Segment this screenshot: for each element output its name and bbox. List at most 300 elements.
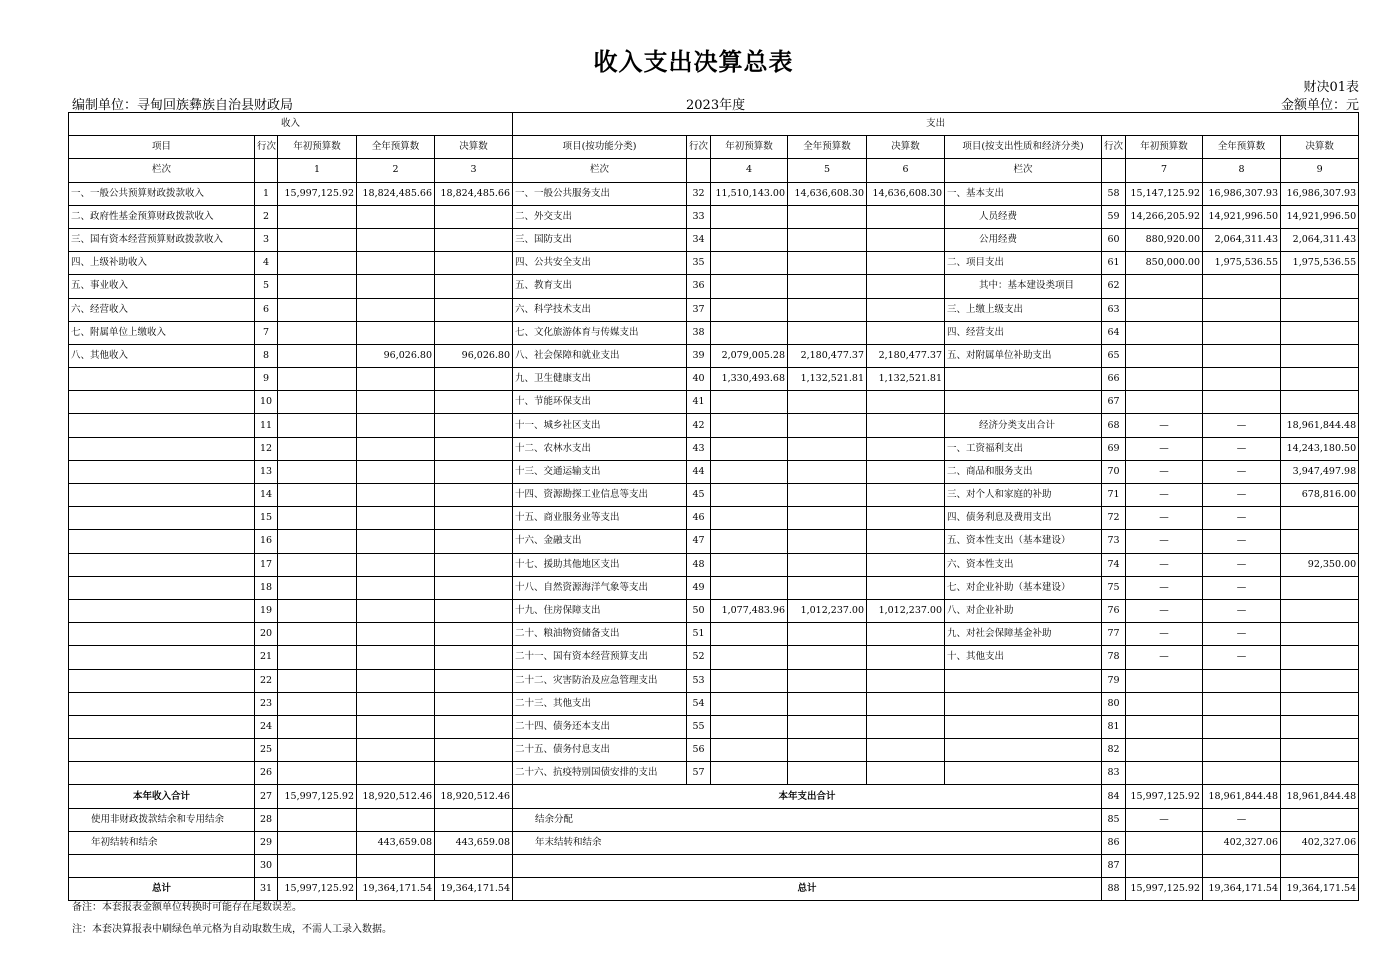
func-begin-budget (711, 228, 788, 251)
econ-full-budget (1203, 762, 1281, 785)
func-expense-line: 40 (687, 368, 711, 391)
col-number: 3 (435, 159, 513, 182)
func-expense-item: 十一、城乡社区支出 (513, 414, 687, 437)
income-begin-budget (278, 391, 357, 414)
income-begin-budget (278, 298, 357, 321)
func-full-budget (788, 553, 867, 576)
econ-begin-budget (1126, 762, 1203, 785)
econ-final (1281, 739, 1359, 762)
func-full-budget (788, 460, 867, 483)
income-full-budget (357, 530, 435, 553)
econ-final: 16,986,307.93 (1281, 182, 1359, 205)
econ-full-budget (1203, 368, 1281, 391)
econ-begin-budget: — (1126, 414, 1203, 437)
income-final (435, 507, 513, 530)
table-row (69, 437, 1359, 460)
table-row (69, 275, 1359, 298)
func-final: 2,180,477.37 (867, 344, 945, 367)
summary-expense-final: 18,961,844.48 (1281, 785, 1359, 808)
econ-expense-item: 十、其他支出 (945, 646, 1102, 669)
income-item: 四、上级补助收入 (69, 252, 255, 275)
econ-final (1281, 344, 1359, 367)
func-begin-budget (711, 739, 788, 762)
summary-income-line: 29 (255, 831, 278, 854)
empty-cell (255, 159, 278, 182)
income-final (435, 484, 513, 507)
income-final (435, 437, 513, 460)
summary-expense-final (1281, 855, 1359, 878)
econ-final: 92,350.00 (1281, 553, 1359, 576)
income-item: 三、国有资本经营预算财政拨款收入 (69, 228, 255, 251)
table-row (69, 669, 1359, 692)
func-full-budget (788, 762, 867, 785)
func-expense-line: 55 (687, 715, 711, 738)
income-full-budget (357, 437, 435, 460)
table-row (69, 252, 1359, 275)
econ-expense-item: 二、商品和服务支出 (945, 460, 1102, 483)
income-final (435, 368, 513, 391)
amount-unit: 金额单位：元 (1280, 98, 1359, 113)
func-begin-budget (711, 576, 788, 599)
func-final (867, 646, 945, 669)
income-begin-budget (278, 344, 357, 367)
econ-final (1281, 298, 1359, 321)
summary-expense-item: 年末结转和结余 (513, 831, 1102, 854)
income-full-budget (357, 368, 435, 391)
table-row (69, 414, 1359, 437)
econ-full-budget: — (1203, 599, 1281, 622)
col-number: 4 (711, 159, 788, 182)
func-expense-item: 十二、农林水支出 (513, 437, 687, 460)
econ-expense-line: 60 (1102, 228, 1126, 251)
income-full-budget (357, 252, 435, 275)
func-expense-item: 十、节能环保支出 (513, 391, 687, 414)
func-expense-line: 48 (687, 553, 711, 576)
econ-expense-line: 64 (1102, 321, 1126, 344)
income-line: 20 (255, 623, 278, 646)
econ-expense-item: 四、债务利息及费用支出 (945, 507, 1102, 530)
col-header-item: 项目 (69, 136, 255, 159)
func-expense-line: 37 (687, 298, 711, 321)
income-final (435, 530, 513, 553)
income-full-budget (357, 414, 435, 437)
header-row-column-numbers (69, 159, 1359, 182)
func-expense-item: 二十六、抗疫特别国债安排的支出 (513, 762, 687, 785)
econ-begin-budget: — (1126, 646, 1203, 669)
func-expense-line: 49 (687, 576, 711, 599)
econ-full-budget (1203, 669, 1281, 692)
summary-income-full-budget: 18,920,512.46 (357, 785, 435, 808)
econ-expense-item: 其中：基本建设类项目 (945, 275, 1102, 298)
econ-begin-budget: — (1126, 484, 1203, 507)
income-begin-budget (278, 484, 357, 507)
econ-expense-item (945, 715, 1102, 738)
econ-expense-line: 62 (1102, 275, 1126, 298)
table-row (69, 321, 1359, 344)
func-expense-line: 43 (687, 437, 711, 460)
econ-final (1281, 762, 1359, 785)
income-begin-budget (278, 715, 357, 738)
summary-expense-full-budget: 402,327.06 (1203, 831, 1281, 854)
func-final (867, 692, 945, 715)
income-begin-budget (278, 507, 357, 530)
func-final (867, 437, 945, 460)
col-header-final: 决算数 (435, 136, 513, 159)
summary-income-begin-budget (278, 831, 357, 854)
col-number: 5 (788, 159, 867, 182)
func-full-budget (788, 692, 867, 715)
func-final (867, 228, 945, 251)
func-final (867, 414, 945, 437)
func-expense-line: 33 (687, 205, 711, 228)
econ-final (1281, 599, 1359, 622)
col-number: 1 (278, 159, 357, 182)
income-line: 4 (255, 252, 278, 275)
econ-expense-item: 人员经费 (945, 205, 1102, 228)
income-final (435, 252, 513, 275)
func-expense-item: 一、一般公共服务支出 (513, 182, 687, 205)
summary-income-final: 19,364,171.54 (435, 878, 513, 901)
summary-income-item: 年初结转和结余 (69, 831, 255, 854)
income-item (69, 762, 255, 785)
income-line: 26 (255, 762, 278, 785)
income-begin-budget (278, 321, 357, 344)
income-line: 1 (255, 182, 278, 205)
econ-begin-budget (1126, 298, 1203, 321)
econ-expense-item (945, 368, 1102, 391)
income-line: 3 (255, 228, 278, 251)
summary-expense-item: 结余分配 (513, 808, 1102, 831)
income-final (435, 692, 513, 715)
econ-expense-item: 八、对企业补助 (945, 599, 1102, 622)
func-expense-line: 51 (687, 623, 711, 646)
income-final (435, 414, 513, 437)
econ-full-budget: — (1203, 460, 1281, 483)
col-header-item-func: 项目(按功能分类) (513, 136, 687, 159)
income-begin-budget (278, 368, 357, 391)
summary-income-begin-budget: 15,997,125.92 (278, 785, 357, 808)
income-final (435, 623, 513, 646)
summary-expense-final: 402,327.06 (1281, 831, 1359, 854)
econ-begin-budget: — (1126, 507, 1203, 530)
econ-final (1281, 715, 1359, 738)
econ-begin-budget: — (1126, 576, 1203, 599)
func-begin-budget (711, 530, 788, 553)
summary-income-begin-budget (278, 855, 357, 878)
income-line: 25 (255, 739, 278, 762)
econ-begin-budget: — (1126, 599, 1203, 622)
income-final (435, 391, 513, 414)
summary-expense-begin-budget: 15,997,125.92 (1126, 878, 1203, 901)
econ-begin-budget: — (1126, 553, 1203, 576)
econ-final (1281, 321, 1359, 344)
income-begin-budget (278, 599, 357, 622)
income-final (435, 599, 513, 622)
func-begin-budget (711, 762, 788, 785)
income-line: 11 (255, 414, 278, 437)
col-number: 6 (867, 159, 945, 182)
summary-income-item (69, 855, 255, 878)
func-final (867, 739, 945, 762)
income-final (435, 739, 513, 762)
func-full-budget: 1,012,237.00 (788, 599, 867, 622)
econ-full-budget (1203, 344, 1281, 367)
econ-expense-line: 61 (1102, 252, 1126, 275)
footnote-rounding: 备注：本套报表金额单位转换时可能存在尾数误差。 (72, 902, 302, 913)
income-item (69, 437, 255, 460)
econ-begin-budget (1126, 692, 1203, 715)
income-item (69, 553, 255, 576)
income-full-budget (357, 692, 435, 715)
col-header-item-econ: 项目(按支出性质和经济分类) (945, 136, 1102, 159)
fiscal-year: 2023年度 (686, 98, 746, 113)
func-expense-line: 34 (687, 228, 711, 251)
summary-expense-full-budget (1203, 855, 1281, 878)
func-begin-budget (711, 484, 788, 507)
income-full-budget (357, 646, 435, 669)
income-final: 96,026.80 (435, 344, 513, 367)
col-header-final: 决算数 (867, 136, 945, 159)
income-begin-budget (278, 275, 357, 298)
income-item (69, 623, 255, 646)
summary-expense-line: 85 (1102, 808, 1126, 831)
econ-expense-item (945, 739, 1102, 762)
func-final (867, 576, 945, 599)
econ-full-budget (1203, 298, 1281, 321)
table-row (69, 646, 1359, 669)
func-final: 14,636,608.30 (867, 182, 945, 205)
econ-expense-item: 三、对个人和家庭的补助 (945, 484, 1102, 507)
econ-begin-budget (1126, 739, 1203, 762)
income-begin-budget (278, 437, 357, 460)
econ-final (1281, 275, 1359, 298)
func-begin-budget (711, 437, 788, 460)
page-title: 收入支出决算总表 (593, 48, 794, 76)
econ-full-budget: — (1203, 553, 1281, 576)
income-line: 2 (255, 205, 278, 228)
econ-final: 14,243,180.50 (1281, 437, 1359, 460)
summary-income-line: 27 (255, 785, 278, 808)
income-full-budget (357, 507, 435, 530)
summary-income-final: 443,659.08 (435, 831, 513, 854)
func-begin-budget (711, 205, 788, 228)
econ-expense-item (945, 762, 1102, 785)
income-item: 二、政府性基金预算财政拨款收入 (69, 205, 255, 228)
econ-final: 14,921,996.50 (1281, 205, 1359, 228)
summary-expense-line: 86 (1102, 831, 1126, 854)
col-number: 9 (1281, 159, 1359, 182)
func-begin-budget: 11,510,143.00 (711, 182, 788, 205)
econ-begin-budget (1126, 321, 1203, 344)
income-line: 16 (255, 530, 278, 553)
econ-full-budget: — (1203, 484, 1281, 507)
econ-begin-budget (1126, 715, 1203, 738)
func-expense-item: 二十四、债务还本支出 (513, 715, 687, 738)
col-header-begin-budget: 年初预算数 (278, 136, 357, 159)
income-full-budget (357, 460, 435, 483)
func-full-budget (788, 739, 867, 762)
econ-begin-budget (1126, 275, 1203, 298)
income-item (69, 391, 255, 414)
func-expense-item: 九、卫生健康支出 (513, 368, 687, 391)
income-full-budget (357, 298, 435, 321)
econ-full-budget: — (1203, 623, 1281, 646)
econ-expense-item (945, 692, 1102, 715)
income-item (69, 507, 255, 530)
func-expense-line: 38 (687, 321, 711, 344)
income-final (435, 298, 513, 321)
income-section-header: 收入 (69, 113, 513, 136)
func-final (867, 252, 945, 275)
col-header-line: 行次 (1102, 136, 1126, 159)
func-full-budget (788, 275, 867, 298)
func-expense-line: 54 (687, 692, 711, 715)
income-item: 八、其他收入 (69, 344, 255, 367)
summary-income-full-budget (357, 855, 435, 878)
func-full-budget (788, 205, 867, 228)
income-full-budget (357, 553, 435, 576)
income-item (69, 739, 255, 762)
table-row (69, 368, 1359, 391)
func-final (867, 530, 945, 553)
income-begin-budget (278, 692, 357, 715)
income-begin-budget (278, 762, 357, 785)
econ-full-budget (1203, 275, 1281, 298)
econ-expense-line: 79 (1102, 669, 1126, 692)
econ-final: 1,975,536.55 (1281, 252, 1359, 275)
func-expense-item: 二、外交支出 (513, 205, 687, 228)
income-full-budget: 96,026.80 (357, 344, 435, 367)
summary-expense-begin-budget: 15,997,125.92 (1126, 785, 1203, 808)
income-item: 一、一般公共预算财政拨款收入 (69, 182, 255, 205)
table-row (69, 762, 1359, 785)
func-expense-item: 十四、资源勘探工业信息等支出 (513, 484, 687, 507)
summary-expense-begin-budget (1126, 831, 1203, 854)
summary-expense-item: 本年支出合计 (513, 785, 1102, 808)
income-final (435, 669, 513, 692)
income-full-budget (357, 228, 435, 251)
income-line: 23 (255, 692, 278, 715)
income-full-budget (357, 484, 435, 507)
func-full-budget (788, 391, 867, 414)
table-row (69, 484, 1359, 507)
income-item (69, 646, 255, 669)
header-row-sections (69, 113, 1359, 136)
econ-full-budget: — (1203, 414, 1281, 437)
econ-expense-line: 70 (1102, 460, 1126, 483)
func-expense-item: 七、文化旅游体育与传媒支出 (513, 321, 687, 344)
summary-expense-item (513, 855, 1102, 878)
econ-expense-line: 77 (1102, 623, 1126, 646)
func-full-budget (788, 623, 867, 646)
col-number: 2 (357, 159, 435, 182)
income-begin-budget (278, 646, 357, 669)
table-row (69, 553, 1359, 576)
func-final (867, 507, 945, 530)
econ-begin-budget (1126, 344, 1203, 367)
income-line: 7 (255, 321, 278, 344)
table-row (69, 298, 1359, 321)
func-full-budget (788, 484, 867, 507)
func-expense-line: 57 (687, 762, 711, 785)
econ-final (1281, 669, 1359, 692)
summary-expense-full-budget: 18,961,844.48 (1203, 785, 1281, 808)
summary-income-final: 18,920,512.46 (435, 785, 513, 808)
econ-expense-item: 一、工资福利支出 (945, 437, 1102, 460)
func-begin-budget: 1,330,493.68 (711, 368, 788, 391)
func-begin-budget (711, 321, 788, 344)
func-expense-item: 二十、粮油物资储备支出 (513, 623, 687, 646)
summary-income-line: 31 (255, 878, 278, 901)
col-header-line: 行次 (255, 136, 278, 159)
func-begin-budget (711, 275, 788, 298)
income-full-budget (357, 623, 435, 646)
summary-income-item: 总计 (69, 878, 255, 901)
func-full-budget (788, 298, 867, 321)
func-final (867, 484, 945, 507)
summary-expense-full-budget: 19,364,171.54 (1203, 878, 1281, 901)
income-full-budget (357, 715, 435, 738)
summary-expense-begin-budget: — (1126, 808, 1203, 831)
func-expense-item: 二十二、灾害防治及应急管理支出 (513, 669, 687, 692)
econ-expense-item: 一、基本支出 (945, 182, 1102, 205)
expense-section-header: 支出 (513, 113, 1359, 136)
func-full-budget: 14,636,608.30 (788, 182, 867, 205)
column-label: 栏次 (69, 159, 255, 182)
func-expense-line: 45 (687, 484, 711, 507)
func-expense-line: 50 (687, 599, 711, 622)
func-full-budget (788, 530, 867, 553)
func-begin-budget (711, 692, 788, 715)
income-line: 24 (255, 715, 278, 738)
summary-income-line: 28 (255, 808, 278, 831)
func-begin-budget (711, 715, 788, 738)
income-full-budget (357, 669, 435, 692)
summary-income-line: 30 (255, 855, 278, 878)
income-begin-budget (278, 414, 357, 437)
func-final (867, 715, 945, 738)
econ-expense-item: 七、对企业补助（基本建设） (945, 576, 1102, 599)
footnote-auto-fill: 注：本套决算报表中刷绿色单元格为自动取数生成，不需人工录入数据。 (72, 924, 392, 935)
econ-expense-item (945, 391, 1102, 414)
func-begin-budget (711, 298, 788, 321)
income-item (69, 368, 255, 391)
income-final (435, 646, 513, 669)
summary-expense-item: 总计 (513, 878, 1102, 901)
income-begin-budget: 15,997,125.92 (278, 182, 357, 205)
income-item: 六、经营收入 (69, 298, 255, 321)
func-final: 1,012,237.00 (867, 599, 945, 622)
econ-expense-line: 66 (1102, 368, 1126, 391)
summary-expense-final (1281, 808, 1359, 831)
income-item (69, 692, 255, 715)
econ-begin-budget: 850,000.00 (1126, 252, 1203, 275)
income-final: 18,824,485.66 (435, 182, 513, 205)
econ-expense-item: 经济分类支出合计 (945, 414, 1102, 437)
income-begin-budget (278, 530, 357, 553)
func-expense-item: 十五、商业服务业等支出 (513, 507, 687, 530)
summary-income-item: 本年收入合计 (69, 785, 255, 808)
income-final (435, 205, 513, 228)
func-full-budget (788, 228, 867, 251)
func-expense-line: 47 (687, 530, 711, 553)
func-expense-item: 十六、金融支出 (513, 530, 687, 553)
func-full-budget (788, 437, 867, 460)
income-item (69, 669, 255, 692)
econ-expense-line: 75 (1102, 576, 1126, 599)
econ-expense-line: 69 (1102, 437, 1126, 460)
table-row (69, 739, 1359, 762)
